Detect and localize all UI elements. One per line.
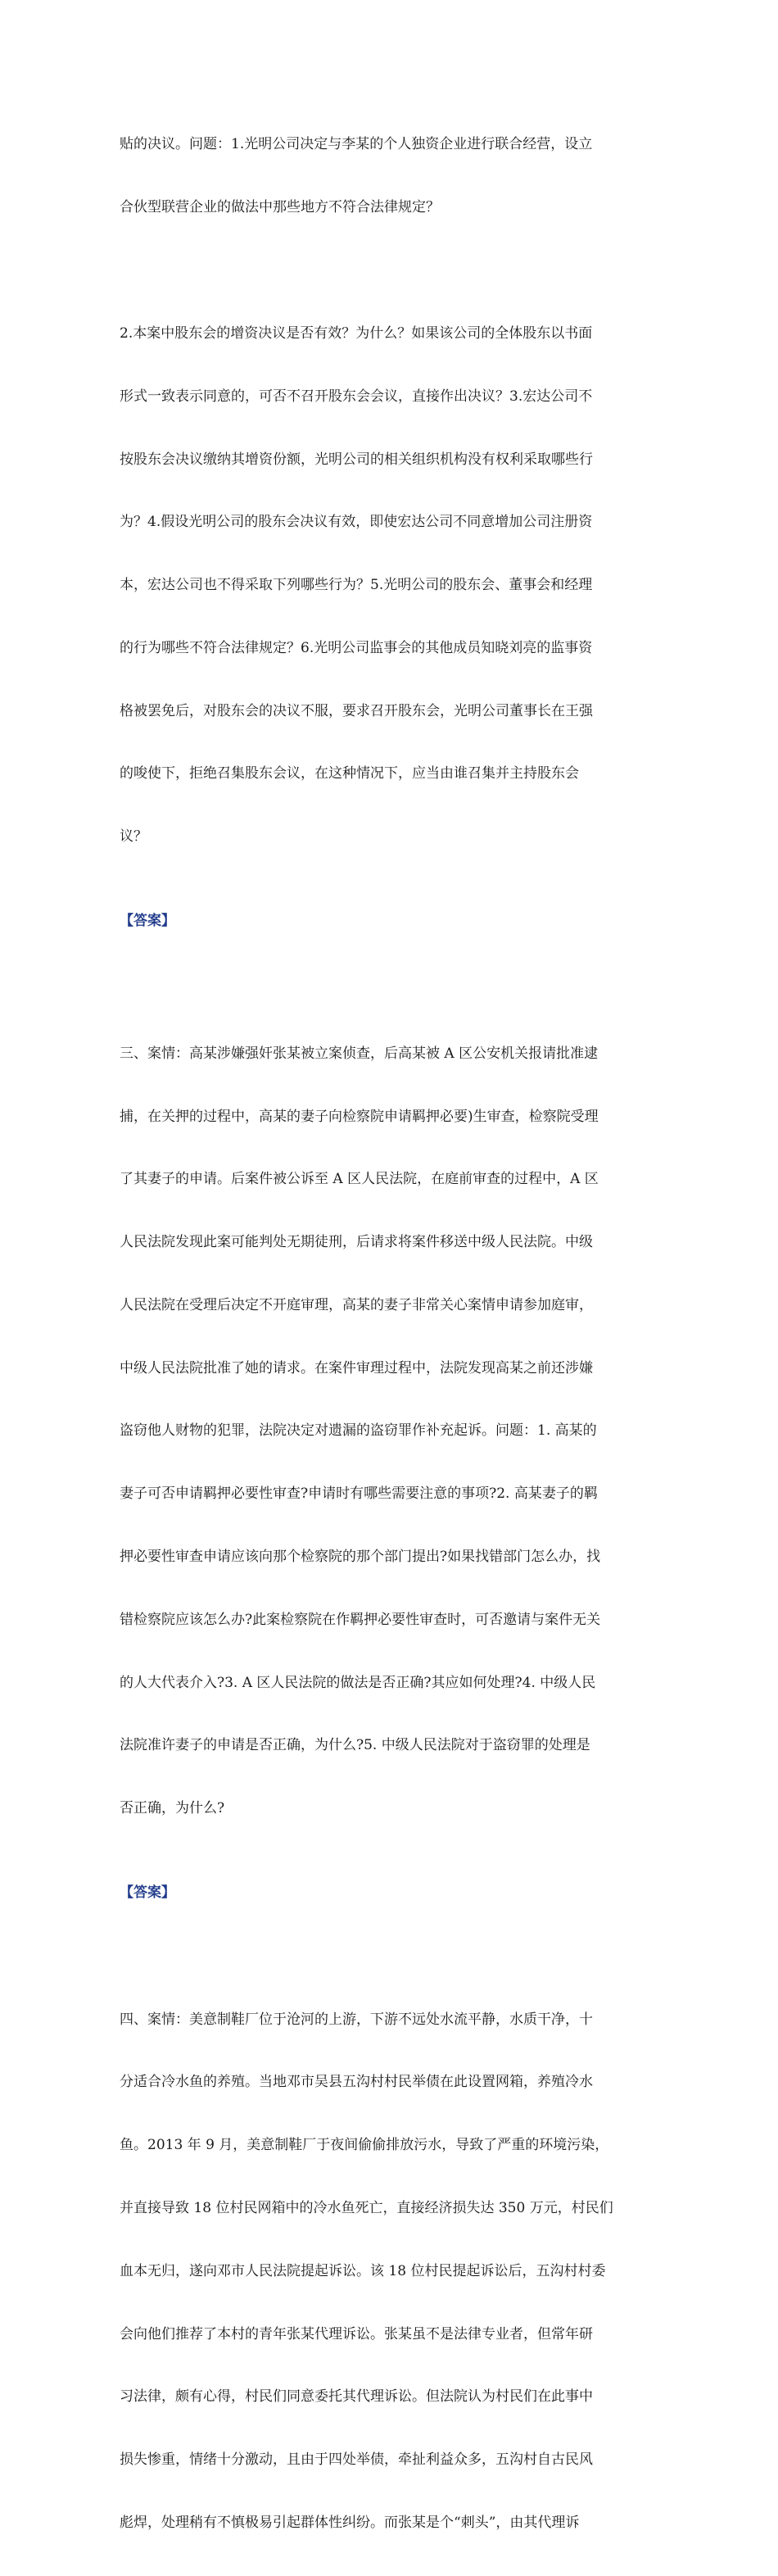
text-line: 本，宏达公司也不得采取下列哪些行为？5.光明公司的股东会、董事会和经理 <box>120 577 593 594</box>
text-line: 盗窃他人财物的犯罪，法院决定对遗漏的盗窃罪作补充起诉。问题：1. 高某的 <box>120 1422 597 1440</box>
text-line: 会向他们推荐了本村的青年张某代理诉讼。张某虽不是法律专业者，但常年研 <box>120 2325 593 2342</box>
case-three-paragraph <box>120 1002 663 1862</box>
text-line: 人民法院在受理后决定不开庭审理，高某的妻子非常关心案情申请参加庭审， <box>120 1296 593 1313</box>
text-line: 三、案情：高某涉嫌强奸张某被立案侦查，后高某被 A 区公安机关报请批准逮 <box>120 1045 599 1062</box>
text-line: 按股东会决议缴纳其增资份额，光明公司的相关组织机构没有权利采取哪些行 <box>120 451 593 468</box>
text-line: 合伙型联营企业的做法中那些地方不符合法律规定？ <box>120 198 440 215</box>
text-line: 贴的决议。问题：1.光明公司决定与李某的个人独资企业进行联合经营，设立 <box>120 136 593 153</box>
text-line: 捕，在关押的过程中，高某的妻子向检察院申请羁押必要)生审查，检察院受理 <box>120 1108 599 1125</box>
text-line: 法院准许妻子的申请是否正确，为什么?5. 中级人民法院对于盗窃罪的处理是 <box>120 1737 590 1754</box>
text-line: 习法律，颇有心得，村民们同意委托其代理诉讼。但法院认为村民们在此事中 <box>120 2388 593 2406</box>
text-line: 了其妻子的申请。后案件被公诉至 A 区人民法院，在庭前审查的过程中，A 区 <box>120 1171 599 1188</box>
answer-label: 【答案】 <box>120 912 175 929</box>
question-paragraph-2 <box>120 282 663 890</box>
text-line: 鱼。2013 年 9 月，美意制鞋厂于夜间偷偷排放污水，导致了严重的环境污染， <box>120 2137 609 2154</box>
text-line: 人民法院发现此案可能判处无期徒刑，后请求将案件移送中级人民法院。中级 <box>120 1234 593 1251</box>
text-line: 的行为哪些不符合法律规定？6.光明公司监事会的其他成员知晓刘亮的监事资 <box>120 639 593 656</box>
text-line: 损失惨重，情绪十分激动，且由于四处举债，牵扯利益众多，五沟村自古民风 <box>120 2451 593 2469</box>
text-line: 押必要性审查申请应该向那个检察院的那个部门提出?如果找错部门怎么办，找 <box>120 1549 601 1565</box>
text-line: 2.本案中股东会的增资决议是否有效？为什么？如果该公司的全体股东以书面 <box>120 324 593 342</box>
text-line: 的唆使下，拒绝召集股东会议，在这种情况下，应当由谁召集并主持股东会 <box>120 765 579 782</box>
text-line: 四、案情：美意制鞋厂位于沧河的上游，下游不远处水流平静，水质干净，十 <box>120 2011 593 2028</box>
case-four-paragraph <box>120 1968 663 2576</box>
text-line: 的人大代表介入?3. A 区人民法院的做法是否正确?其应如何处理?4. 中级人民 <box>120 1674 596 1691</box>
text-line: 中级人民法院批准了她的请求。在案件审理过程中，法院发现高某之前还涉嫌 <box>120 1359 593 1376</box>
text-line: 彪焊，处理稍有不慎极易引起群体性纠纷。而张某是个“刺头”，由其代理诉 <box>120 2514 580 2531</box>
answer-label: 【答案】 <box>120 1884 175 1901</box>
text-line: 错检察院应该怎么办?此案检察院在作羁押必要性审查时，可否邀请与案件无关 <box>120 1611 601 1628</box>
question-paragraph-1 <box>120 93 663 261</box>
text-line: 议？ <box>120 828 147 846</box>
text-line: 妻子可否申请羁押必要性审查?申请时有哪些需要注意的事项?2. 高某妻子的羁 <box>120 1485 598 1503</box>
text-line: 形式一致表示同意的，可否不召开股东会会议，直接作出决议？3.宏达公司不 <box>120 388 593 405</box>
text-line: 为？4.假设光明公司的股东会决议有效，即使宏达公司不同意增加公司注册资 <box>120 514 593 531</box>
text-line: 格被罢免后，对股东会的决议不服，要求召开股东会，光明公司董事长在王强 <box>120 702 593 719</box>
text-line: 否正确，为什么? <box>120 1800 225 1817</box>
document-page <box>120 93 663 2576</box>
text-line: 并直接导致 18 位村民网箱中的冷水鱼死亡，直接经济损失达 350 万元，村民们 <box>120 2200 613 2217</box>
text-line: 分适合冷水鱼的养殖。当地邓市吴县五沟村村民举债在此设置网箱，养殖冷水 <box>120 2074 593 2091</box>
text-line: 血本无归，遂向邓市人民法院提起诉讼。该 18 位村民提起诉讼后，五沟村村委 <box>120 2262 606 2279</box>
